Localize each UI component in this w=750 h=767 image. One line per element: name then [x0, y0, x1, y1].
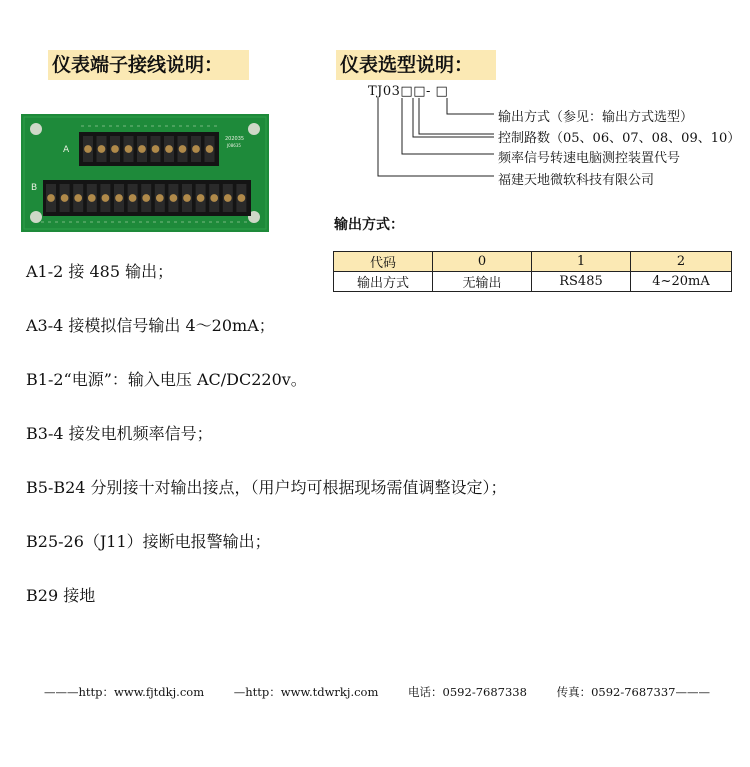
table-cell: 2 [631, 252, 732, 272]
model-desc-company: 福建天地微软科技有限公司 [498, 173, 655, 188]
terminal-screw [88, 194, 96, 202]
terminal-screw [179, 145, 187, 153]
model-desc-output-mode: 输出方式（参见：输出方式选型） [498, 110, 694, 125]
note-b25-26: B25-26（J11）接断电报警输出； [26, 532, 271, 551]
footer-website-2: —http：www.tdwrkj.com [233, 685, 379, 699]
terminal-screw [129, 194, 137, 202]
terminal-screw [102, 194, 110, 202]
wiring-instructions-heading: 仪表端子接线说明： [48, 50, 249, 80]
board-marking-1: 202035 [225, 136, 245, 142]
table-cell: 代码 [334, 252, 433, 272]
footer [44, 684, 710, 700]
terminal-board-image [21, 114, 269, 232]
table-cell: 输出方式 [334, 272, 433, 292]
terminal-screw [47, 194, 55, 202]
terminal-screw [238, 194, 246, 202]
output-mode-table [333, 251, 732, 292]
model-selection-heading: 仪表选型说明： [336, 50, 496, 80]
terminal-screw [98, 145, 106, 153]
note-a3-4: A3-4 接模拟信号输出 4～20mA； [26, 316, 275, 335]
terminal-screw [61, 194, 69, 202]
table-cell: 4~20mA [631, 272, 732, 292]
terminal-screw [197, 194, 205, 202]
terminal-screw [138, 145, 146, 153]
table-cell: 0 [433, 252, 532, 272]
terminal-screw [111, 145, 119, 153]
terminal-screw [84, 145, 92, 153]
table-header-row [334, 252, 732, 272]
table-cell: 无输出 [433, 272, 532, 292]
note-b5-b24: B5-B24 分别接十对输出接点，（用户均可根据现场需值调整设定）； [26, 478, 507, 497]
terminal-screw [170, 194, 178, 202]
model-desc-device-code: 频率信号转速电脑测控装置代号 [498, 151, 681, 166]
table-cell: RS485 [532, 272, 631, 292]
note-a1-2: A1-2 接 485 输出； [26, 262, 174, 281]
note-b1-2: B1-2“电源”：输入电压 AC/DC220v。 [26, 370, 307, 389]
model-desc-channels: 控制路数（05、06、07、08、09、10） [498, 131, 741, 146]
board-marking-2: J08635 [227, 143, 241, 148]
footer-website-1: ———http：www.fjtdkj.com [44, 685, 205, 699]
terminal-screw [206, 145, 214, 153]
model-code-diagram [340, 84, 740, 194]
terminal-screw [165, 145, 173, 153]
terminal-screw [152, 145, 160, 153]
terminal-screw [125, 145, 133, 153]
terminal-screw [156, 194, 164, 202]
note-b29: B29 接地 [26, 586, 96, 605]
output-mode-label: 输出方式： [334, 217, 404, 233]
footer-fax: 传真：0592-7687337——— [556, 685, 710, 699]
row-a-label: A [63, 145, 70, 155]
model-code: TJ03□□- □ [368, 84, 449, 99]
note-b3-4: B3-4 接发电机频率信号； [26, 424, 213, 443]
footer-phone: 电话：0592-7687338 [408, 685, 527, 699]
terminal-screw [115, 194, 123, 202]
table-row [334, 272, 732, 292]
row-b-label: B [31, 183, 38, 193]
terminal-screw [224, 194, 232, 202]
terminal-screw [210, 194, 218, 202]
terminal-screw [192, 145, 200, 153]
terminal-screw [183, 194, 191, 202]
terminal-screw [74, 194, 82, 202]
table-cell: 1 [532, 252, 631, 272]
terminal-screw [142, 194, 150, 202]
